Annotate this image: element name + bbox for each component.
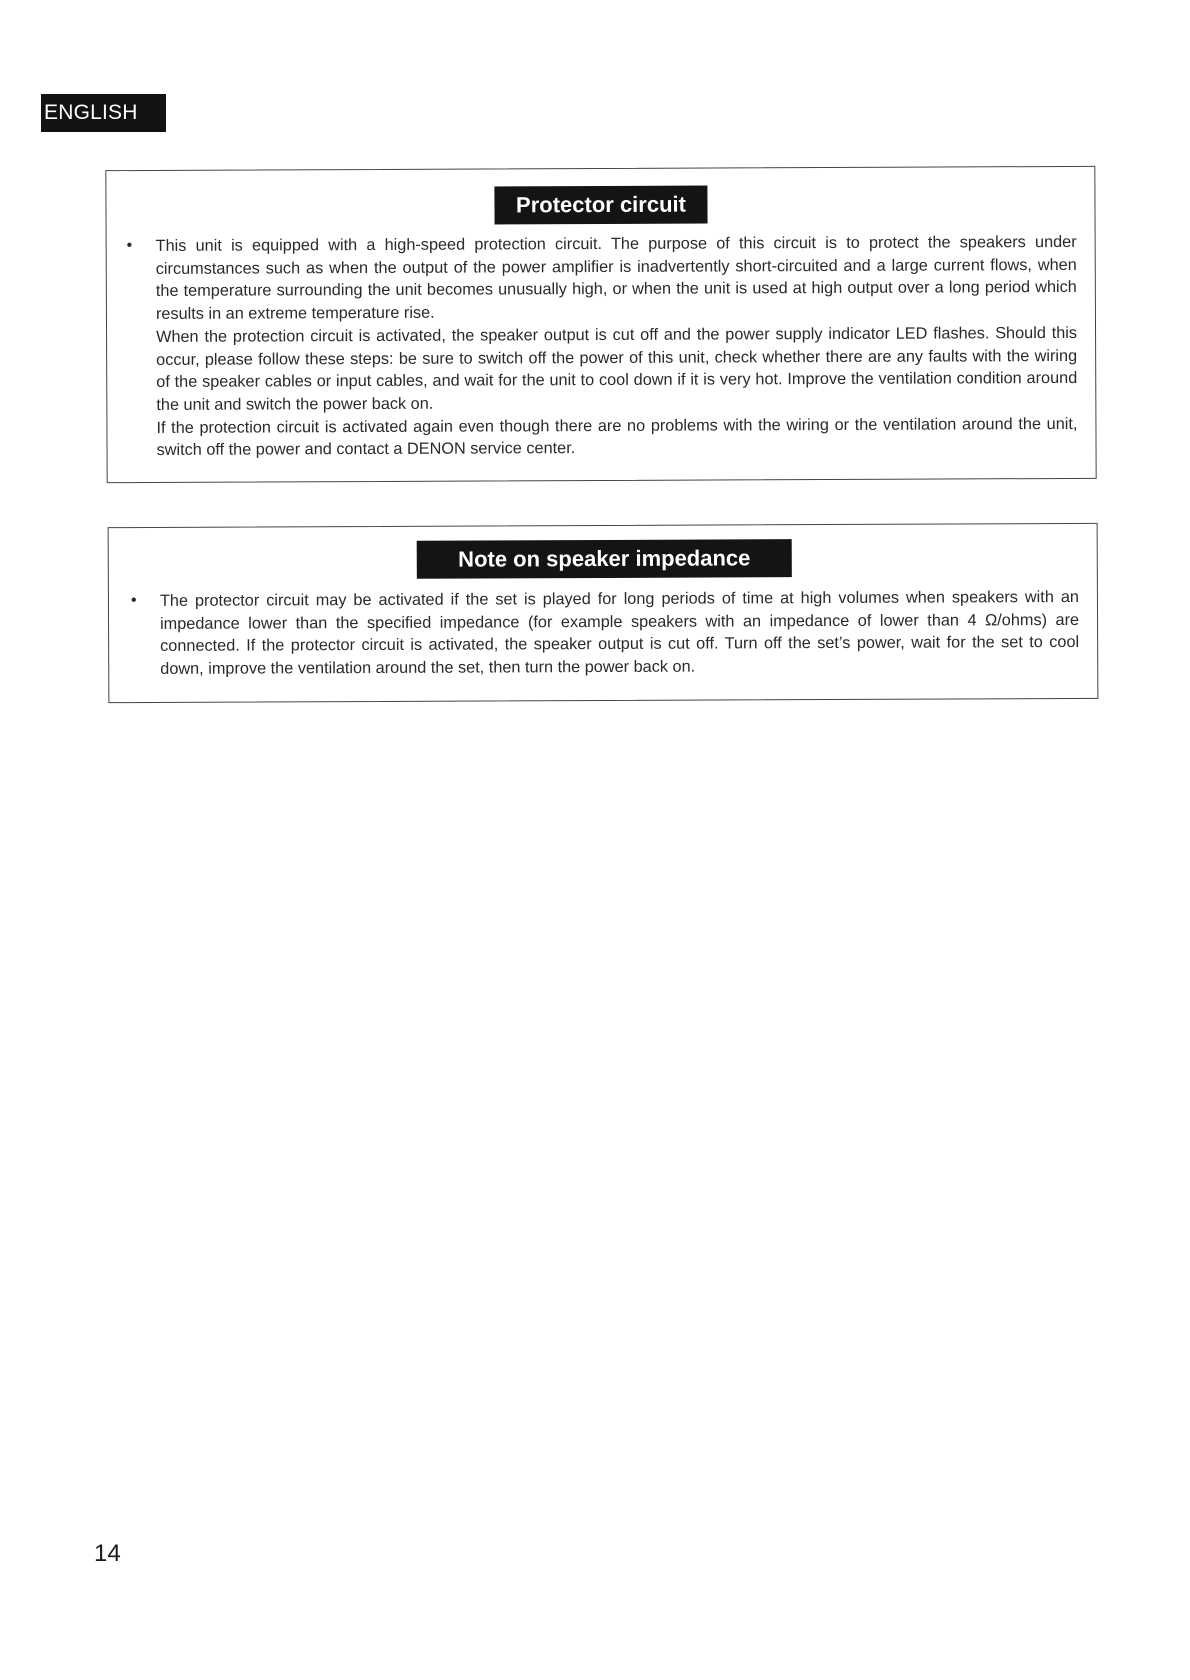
page-number: 14 [94, 1540, 121, 1567]
paragraph: The protector circuit may be activated if the set is played for long periods of time at high volumes when speakers with an impedance lower than the specified impedance (for example speakers with an impedance of lower than 4 Ω/ohms) are connected. If the protector circuit is activated, the speaker output is cut off. Turn off the set’s power, wait for the set to cool down, improve the ventilation around the set, then turn the power back on. [159, 587, 1080, 679]
paragraph: This unit is equipped with a high-speed protection circuit. The purpose of this circuit is to protect the speakers under circumstances such as when the output of the power amplifier is inadvertently short-circuited and a large current flows, when the temperature surrounding the unit becomes unusually high, or when the unit is used at high output over a long period which results in an extreme temperature rise. [155, 232, 1077, 324]
bullet-icon: • [126, 237, 133, 255]
speaker-impedance-bullet-item [131, 586, 1079, 681]
protector-circuit-bullet-item [127, 231, 1078, 462]
protector-circuit-heading: Protector circuit [494, 186, 707, 225]
protector-circuit-text [156, 231, 1078, 462]
language-tab: ENGLISH [41, 94, 166, 132]
bullet-icon: • [130, 592, 137, 610]
paragraph: When the protection circuit is activated, the speaker output is cut off and the power supply indicator LED flashes. Should this occur, please follow these steps: be sure to switch off the power of this unit, check whether there are any faults with the wiring of the speaker cables or input cables, and wait for the unit to cool down if it is very hot. Improve the ventilation condition around the unit and switch the power back on. [156, 323, 1078, 414]
protector-circuit-box [105, 166, 1096, 483]
speaker-impedance-text [160, 586, 1079, 681]
speaker-impedance-heading: Note on speaker impedance [417, 539, 792, 579]
speaker-impedance-box [108, 523, 1099, 703]
paragraph: If the protection circuit is activated again even though there are no problems with the wiring or the ventilation around the unit, switch off the power and contact a DENON service center. [156, 414, 1078, 460]
